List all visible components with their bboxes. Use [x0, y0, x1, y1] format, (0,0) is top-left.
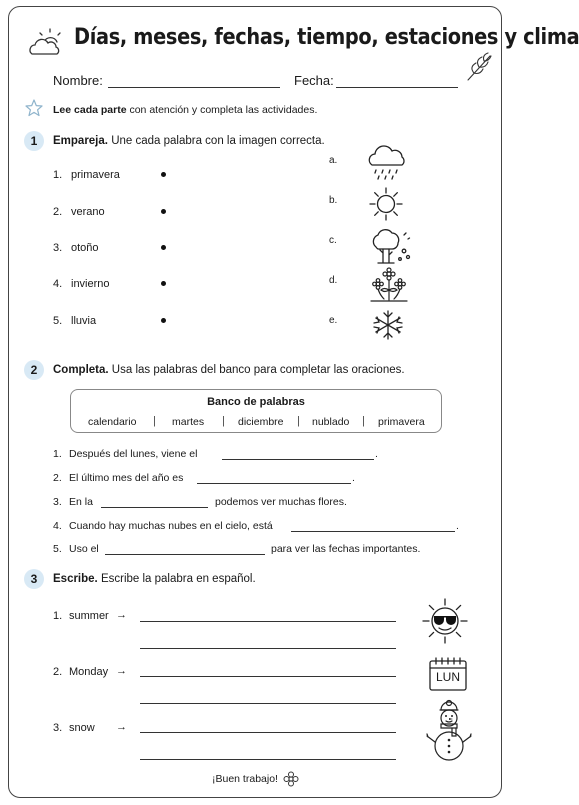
star-icon — [25, 99, 43, 117]
match-dot[interactable] — [161, 245, 166, 250]
match-dot[interactable] — [161, 281, 166, 286]
match-number: 5. — [53, 315, 63, 327]
match-number: 4. — [53, 278, 63, 290]
arrow-icon: → — [116, 721, 127, 733]
sentence-number: 2. — [53, 472, 62, 484]
name-label: Nombre: — [53, 73, 103, 88]
write-word: summer — [69, 610, 109, 622]
image-letter: e. — [329, 315, 338, 326]
sentence-end: . — [375, 448, 378, 460]
sentence-end: . — [456, 520, 459, 532]
section-3-heading-bold: Escribe. — [53, 573, 98, 585]
flower-icon — [283, 771, 299, 787]
match-number: 3. — [53, 242, 63, 254]
sentence-end: para ver las fechas importantes. — [271, 543, 421, 555]
answer-blank[interactable] — [291, 531, 455, 532]
word-bank-title: Banco de palabras — [207, 396, 305, 408]
answer-blank[interactable] — [197, 483, 351, 484]
name-field[interactable] — [108, 87, 280, 88]
bank-separator: | — [222, 415, 225, 427]
image-letter: c. — [329, 235, 337, 246]
bank-separator: | — [297, 415, 300, 427]
section-1-number: 1 — [24, 131, 44, 151]
bank-word: diciembre — [238, 416, 284, 428]
section-1-heading-text: Une cada palabra con la imagen correcta. — [111, 135, 325, 147]
date-label: Fecha: — [294, 73, 334, 88]
match-dot[interactable] — [161, 172, 166, 177]
answer-line[interactable] — [140, 732, 396, 733]
autumn-tree-icon[interactable] — [368, 225, 412, 265]
answer-line[interactable] — [140, 759, 396, 760]
bank-separator: | — [153, 415, 156, 427]
answer-blank[interactable] — [105, 554, 265, 555]
answer-line[interactable] — [140, 676, 396, 677]
rain-cloud-icon[interactable] — [366, 145, 408, 181]
section-2-heading-text: Usa las palabras del banco para completar las oraciones. — [111, 364, 405, 376]
sentence-number: 4. — [53, 520, 62, 532]
sentence-text: Cuando hay muchas nubes en el cielo, está — [69, 520, 273, 532]
write-number: 3. — [53, 722, 63, 734]
write-number: 1. — [53, 610, 63, 622]
section-1-heading-bold: Empareja. — [53, 135, 108, 147]
flowers-icon[interactable] — [368, 268, 410, 304]
image-letter: d. — [329, 275, 338, 286]
match-word: invierno — [71, 278, 110, 290]
sentence-number: 5. — [53, 543, 62, 555]
section-3-heading-text: Escribe la palabra en español. — [100, 573, 256, 585]
sentence-text: Después del lunes, viene el — [69, 448, 198, 460]
sentence-text: Uso el — [69, 543, 99, 555]
sentence-text: En la — [69, 496, 93, 508]
match-word: verano — [71, 206, 105, 218]
snowman-icon — [426, 700, 472, 764]
sentence-number: 3. — [53, 496, 62, 508]
bank-word: martes — [172, 416, 205, 428]
match-number: 1. — [53, 169, 63, 181]
image-letter: b. — [329, 195, 338, 206]
date-field[interactable] — [336, 87, 458, 88]
match-word: primavera — [71, 169, 120, 181]
bank-separator: | — [362, 415, 365, 427]
bank-word: primavera — [378, 416, 425, 428]
match-number: 2. — [53, 206, 63, 218]
answer-line[interactable] — [140, 648, 396, 649]
answer-line[interactable] — [140, 621, 396, 622]
write-word: Monday — [69, 666, 109, 678]
bank-word: nublado — [312, 416, 350, 428]
instruction-text: con atención y completa las actividades. — [129, 104, 318, 116]
match-dot[interactable] — [161, 318, 166, 323]
sentence-number: 1. — [53, 448, 62, 460]
footer-text: ¡Buen trabajo! — [212, 773, 278, 785]
leaf-icon — [466, 52, 494, 82]
sentence-text: El último mes del año es — [69, 472, 184, 484]
section-3-number: 3 — [24, 569, 44, 589]
image-letter: a. — [329, 155, 338, 166]
sentence-end: podemos ver muchas flores. — [215, 496, 347, 508]
write-word: snow — [69, 722, 95, 734]
match-word: otoño — [71, 242, 99, 254]
sun-cloud-icon — [28, 30, 68, 58]
instruction-bold: Lee cada parte — [53, 104, 127, 116]
answer-blank[interactable] — [101, 507, 208, 508]
arrow-icon: → — [116, 609, 127, 621]
sun-sunglasses-icon — [420, 596, 470, 646]
sentence-end: . — [352, 472, 355, 484]
page-title: Días, meses, fechas, tiempo, estaciones y clima — [74, 24, 579, 50]
arrow-icon: → — [116, 665, 127, 677]
calendar-day-text: LUN — [435, 670, 460, 684]
word-bank — [70, 389, 442, 433]
write-number: 2. — [53, 666, 63, 678]
sun-icon[interactable] — [368, 186, 404, 222]
answer-blank[interactable] — [222, 459, 374, 460]
match-dot[interactable] — [161, 209, 166, 214]
bank-word: calendario — [88, 416, 137, 428]
match-word: lluvia — [71, 315, 97, 327]
section-2-number: 2 — [24, 360, 44, 380]
section-2-heading-bold: Completa. — [53, 364, 109, 376]
answer-line[interactable] — [140, 703, 396, 704]
snowflake-icon[interactable] — [372, 309, 404, 341]
